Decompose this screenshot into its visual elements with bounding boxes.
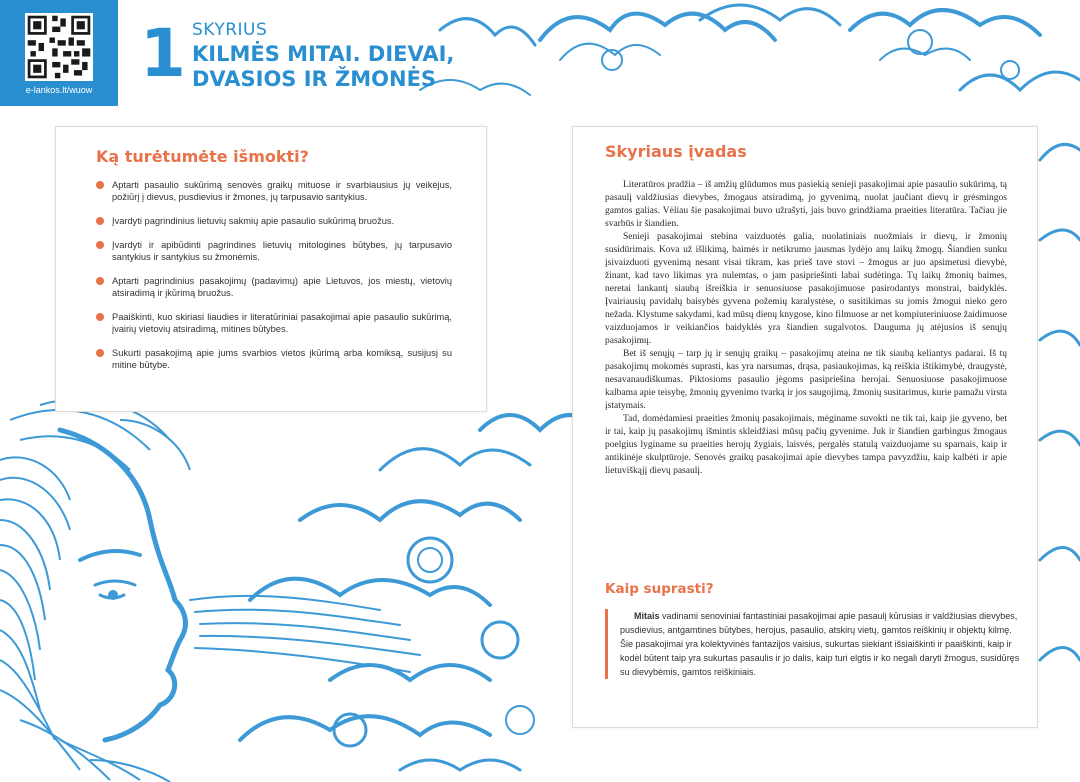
qr-link-text[interactable]: e-lankos.lt/wuow [25,85,93,95]
intro-paragraph: Literatūros pradžia – iš amžių glūdumos mus pasiekią senieji pasakojimai apie pasaulio sukūrimą, tą pasaulį valdžiusias dievybes, žmogaus atsiradimą, jo gyvenimą, nuolat jaučiant dievų ir grėsmingos gamtos galias. Vėliau šie pasakojimai buvo užrašyti, jais buvo grindžiama praeities literatūra. Tačiau jie svarbūs ir šiandien. [605,180,1007,229]
qr-code-box[interactable] [0,0,118,106]
learning-goals-heading: Ką turėtumėte išmokti? [96,147,309,166]
learning-goals-list [96,179,452,383]
list-item: Aptarti pagrindinius pasakojimų (padavimų) apie Lietuvos, jos miestų, vietovių atsiradimą ir įkūrimą bruožus. [96,275,452,299]
list-item: Įvardyti ir apibūdinti pagrindines lietuvių mitologines būtybes, jų tarpusavio santykius ir santykius su žmonėmis. [96,239,452,263]
chapter-number: 1 [140,15,186,92]
intro-paragraph: Bet iš senųjų – tarp jų ir senųjų graikų – pasakojimų ateina ne tik siaubą keliantys padarai. Iš tų pasakojimų mokomės suprasti, kas yra narsumas, drąsa, pasiaukojimas, ką reiškia ištikimybė, draugystė, nesavanaudiškumas. Piktosioms pasaulio jėgoms pasipriešina herojai. Senuosiuose pasakojimuose kalbama apie teisybę, žmonių gyvenimo tvarką ir jos saugojimą, žmonių susitarimus, kurie pamažu virsta įstatymais. [605,349,1007,411]
how-to-understand-heading: Kaip suprasti? [605,581,714,597]
list-item: Paaiškinti, kuo skiriasi liaudies ir literatūriniai pasakojimai apie pasaulio sukūrimą, įvairių vietovių atsiradimą, mitines būtybes. [96,311,452,335]
myth-definition [605,609,1020,679]
definition-term: Mitais [634,611,660,621]
definition-text: vadinami senoviniai fantastiniai pasakojimai apie pasaulį kūrusias ir valdžiusias dievybes, pusdievius, antgamtines būtybes, herojus, pasaulio, atskirų vietų, gamtos reiškinių ir objektų kilmę. Šie pasakojimai yra kolektyvinės fantazijos vaisius, sukurtas siekiant išsiaiškinti ir paaiškinti, kaip ir kodėl būtent taip yra sukurtas pasaulis ir jo dalis, kaip turi elgtis ir ko negali daryti žmogus, susidūręs su dievybėmis, gamtos reiškiniais. [620,611,1020,677]
learning-goals-card [55,126,487,412]
chapter-intro-card [572,126,1038,728]
chapter-intro-heading: Skyriaus įvadas [605,142,747,161]
qr-code-icon [25,13,93,81]
chapter-label: SKYRIUS [192,20,268,40]
chapter-intro-text [605,179,1007,478]
chapter-title: KILMĖS MITAI. DIEVAI, DVASIOS IR ŽMONĖS [192,42,455,91]
list-item: Sukurti pasakojimą apie jums svarbios vietos įkūrimą arba komiksą, susijusį su mitine būtybe. [96,347,452,371]
list-item: Įvardyti pagrindinius lietuvių sakmių apie pasaulio sukūrimą bruožus. [96,215,452,227]
list-item: Aptarti pasaulio sukūrimą senovės graikų mituose ir svarbiausius jų veikėjus, požiūrį į dievus, pusdievius ir žmones, jų tarpusavio santykius. [96,179,452,203]
intro-paragraph: Tad, domėdamiesi praeities žmonių pasakojimais, mėginame suvokti ne tik tai, kaip jie gyveno, bet ir tai, kaip jų pasakojimų išmintis skleidžiasi mūsų pačių gyvenime. Juk ir šiandien garbingus žmogaus poelgius lyginame su praeities herojų žygiais, laisvės, pergalės statulą vaizduojame su sparnais, kaip ir antikinėje skulptūroje. Senovės graikų pasakojimai apie dievybes tampa pavyzdžiu, kaip kalbėti ir apie lietuviškąjį dievų pasaulį. [605,414,1007,476]
intro-paragraph: Senieji pasakojimai stebina vaizduotės galia, nuolatiniais nuožmiais ir dievų, ir žmonių susidūrimais. Kova už išlikimą, baimės ir netikrumo jausmas lydėjo anų laikų žmogų. Šiandien sunku įsivaizduoti gyvenimą nesant visai tikram, kas prieš tave stovi – žmogus ar juo apsimetusi dievybė, žinant, kad tavo likimas yra nulemtas, o jam pasipriešinti labai sudėtinga. Tų laikų žmonių baimes, neretai lankantį siaubą išreiškia ir senuosiuose pasakojimuose pasirodantys monstrai, baidyklės. Įvairiausių pavidalų baisybės gyvena požemių karalystėse, o susitikimas su jomis žmogui nieko gero nežada. Klystume sakydami, kad mūsų dienų knygose, kino filmuose ar net kompiuteriniuose žaidimuose vaizduojamos ir veikiančios baidyklės yra šiandien sugalvotos. Dauguma jų atėjusios iš senųjų pasakojimų. [605,232,1007,346]
